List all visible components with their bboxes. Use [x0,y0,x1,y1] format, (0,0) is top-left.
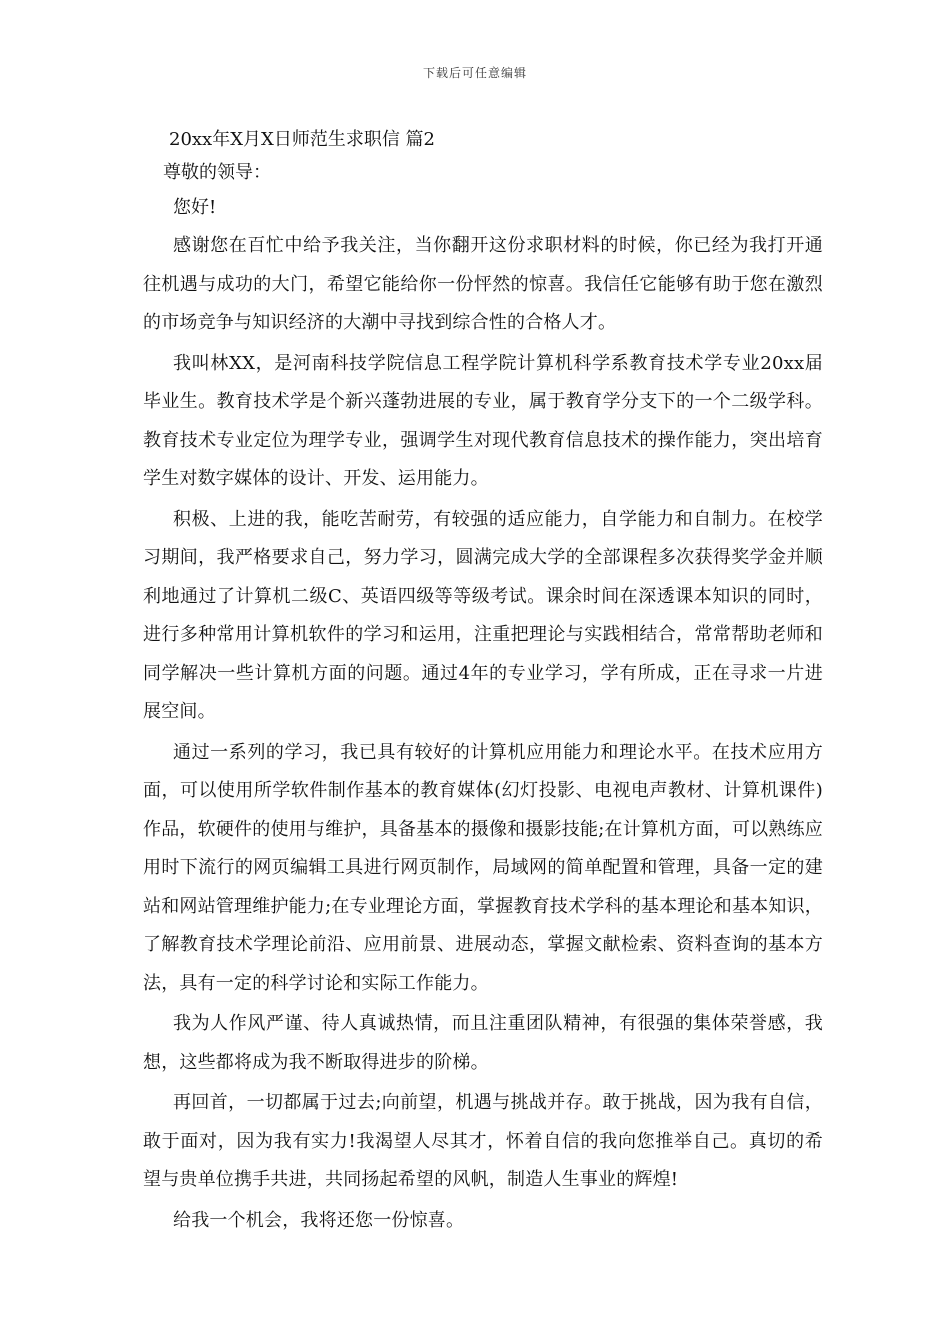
paragraph-3: 积极、上进的我，能吃苦耐劳，有较强的适应能力，自学能力和自制力。在校学习期间，我严格要求自己，努力学习，圆满完成大学的全部课程多次获得奖学金并顺利地通过了计算机二级C、英语四级等等级考试。课余时间在深透课本知识的同时，进行多种常用计算机软件的学习和运用，注重把理论与实践相结合，常常帮助老师和同学解决一些计算机方面的问题。通过4年的专业学习，学有所成，正在寻求一片进展空间。 [143,508,823,722]
paragraph-2: 我叫林XX，是河南科技学院信息工程学院计算机科学系教育技术学专业20xx届毕业生。教育技术学是个新兴蓬勃进展的专业，属于教育学分支下的一个二级学科。教育技术专业定位为理学专业，强调学生对现代教育信息技术的操作能力，突出培育学生对数字媒体的设计、开发、运用能力。 [143,352,823,489]
letter-greeting: 您好! [173,197,217,218]
letter-salutation: 尊敬的领导： [163,162,271,183]
letter-body [143,124,823,1242]
paragraph-6: 再回首，一切都属于过去;向前望，机遇与挑战并存。敢于挑战，因为我有自信，敢于面对，因为我有实力!我渴望人尽其才，怀着自信的我向您推举自己。真切的希望与贵单位携手共进，共同扬起希望的风帆，制造人生事业的辉煌! [143,1092,823,1190]
paragraph-1: 感谢您在百忙中给予我关注，当你翻开这份求职材料的时候，你已经为我打开通往机遇与成功的大门，希望它能给你一份怦然的惊喜。我信任它能够有助于您在激烈的市场竞争与知识经济的大潮中寻找到综合性的合格人才。 [143,235,823,333]
paragraph-7: 给我一个机会，我将还您一份惊喜。 [173,1209,465,1231]
paragraph-5: 我为人作风严谨、待人真诚热情，而且注重团队精神，有很强的集体荣誉感，我想，这些都将成为我不断取得进步的阶梯。 [143,1013,823,1073]
page-header-note: 下载后可任意编辑 [422,66,527,80]
letter-title: 20xx年X月X日师范生求职信 篇2 [169,129,436,150]
paragraph-4: 通过一系列的学习，我已具有较好的计算机应用能力和理论水平。在技术应用方面，可以使用所学软件制作基本的教育媒体(幻灯投影、电视电声教材、计算机课件)作品，软硬件的使用与维护，具备基本的摄像和摄影技能;在计算机方面，可以熟练应用时下流行的网页编辑工具进行网页制作，局域网的简单配置和管理，具备一定的建站和网站管理维护能力;在专业理论方面，掌握教育技术学科的基本理论和基本知识，了解教育技术学理论前沿、应用前景、进展动态，掌握文献检索、资料查询的基本方法，具有一定的科学讨论和实际工作能力。 [143,741,823,994]
